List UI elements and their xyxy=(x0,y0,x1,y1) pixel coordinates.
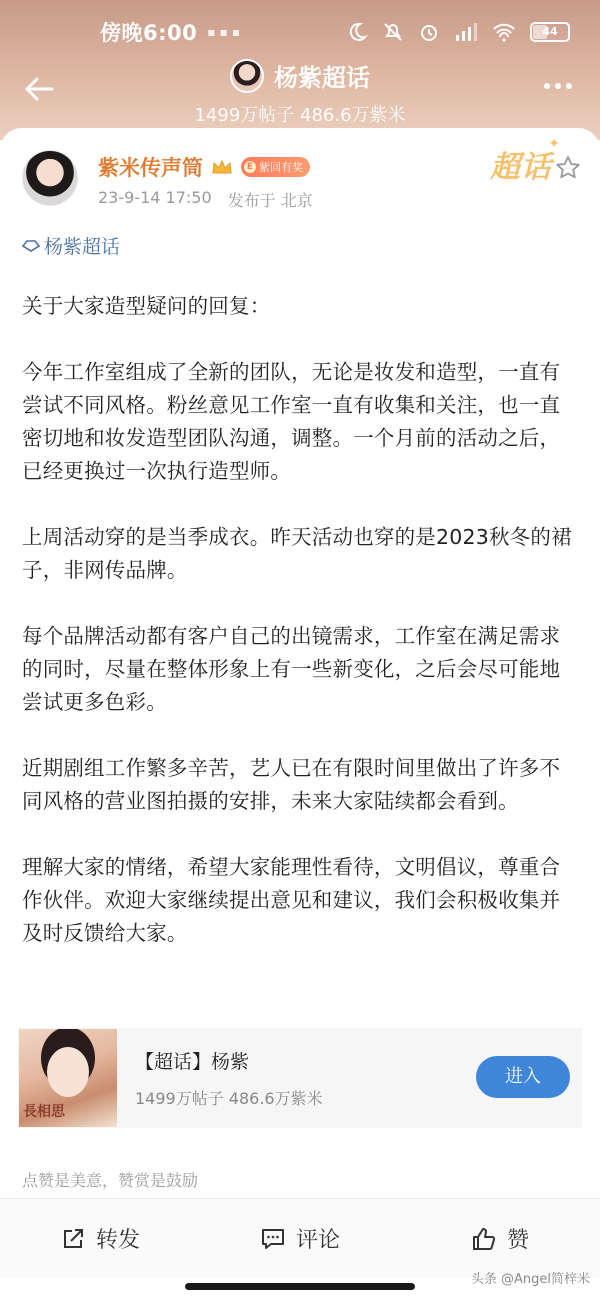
comment-icon xyxy=(260,1226,286,1252)
repost-label: 转发 xyxy=(95,1228,140,1253)
enter-button[interactable]: 进入 xyxy=(476,1056,570,1098)
post-location: 发布于 北京 xyxy=(227,191,313,210)
action-bar xyxy=(0,1198,600,1278)
author-name[interactable]: 紫米传声筒 xyxy=(98,156,203,180)
topic-diamond-icon xyxy=(22,240,40,252)
topic-link[interactable] xyxy=(22,232,120,259)
like-button[interactable] xyxy=(400,1223,600,1254)
super-topic-logo: 超话 xyxy=(490,150,552,185)
header-center xyxy=(0,58,600,127)
status-icons xyxy=(346,21,570,43)
comment-label: 评论 xyxy=(295,1228,340,1253)
post-meta xyxy=(98,188,313,211)
post-paragraph: 今年工作室组成了全新的团队，无论是妆发和造型，一直有尝试不同风格。粉丝意见工作室一直有收集和关注，也一直密切地和妆发造型团队沟通，调整。一个月前的活动之后，已经更换过一次执行造型师。 xyxy=(22,360,561,483)
alarm-icon xyxy=(418,21,440,43)
topic-card-stats: 1499万帖子 486.6万紫米 xyxy=(135,1089,323,1108)
thumbs-up-icon xyxy=(471,1226,497,1252)
notification-dots: ▪ ▪ ▪ xyxy=(207,25,240,39)
status-time: 傍晚6:00 xyxy=(100,21,198,45)
post-time: 23-9-14 17:50 xyxy=(98,188,212,207)
topic-link-label: 杨紫超话 xyxy=(44,236,121,258)
post-body xyxy=(22,290,578,983)
post-paragraph: 关于大家造型疑问的回复： xyxy=(22,294,271,318)
topic-card[interactable] xyxy=(18,1028,582,1128)
repost-icon xyxy=(60,1226,86,1252)
page-title: 杨紫超话 xyxy=(274,64,370,92)
badge-label: 紫回有奖 xyxy=(259,161,303,174)
repost-button[interactable] xyxy=(0,1223,200,1254)
watermark: 头条 @Angel简梓米 xyxy=(470,1272,590,1287)
topic-info xyxy=(135,1047,323,1109)
like-label: 赞 xyxy=(506,1228,529,1253)
post-paragraph: 理解大家的情绪，希望大家能理性看待，文明倡议，尊重合作伙伴。欢迎大家继续提出意见和建议，我们会积极收集并及时反馈给大家。 xyxy=(22,855,561,945)
more-icon[interactable] xyxy=(538,76,578,96)
app-header xyxy=(0,52,600,124)
header-stats: 1499万帖子 486.6万紫米 xyxy=(194,104,406,126)
topic-avatar xyxy=(230,59,264,93)
sparkle-icon: ✦ xyxy=(548,136,560,152)
member-badge xyxy=(241,157,310,177)
mute-icon xyxy=(382,21,404,43)
moon-icon xyxy=(346,21,368,43)
badge-mark: E xyxy=(244,161,256,173)
comment-button[interactable] xyxy=(200,1223,400,1254)
post-paragraph: 上周活动穿的是当季成衣。昨天活动也穿的是2023秋冬的裙子，非网传品牌。 xyxy=(22,525,572,582)
favorite-star-icon[interactable] xyxy=(554,154,582,182)
topic-card-name: 【超话】杨紫 xyxy=(135,1051,250,1073)
cover-title: 長相思 xyxy=(23,1104,65,1120)
author-avatar[interactable] xyxy=(22,150,78,206)
post-paragraph: 每个品牌活动都有客户自己的出镜需求，工作室在满足需求的同时，尽量在整体形象上有一些新变化，之后会尽可能地尝试更多色彩。 xyxy=(22,624,561,714)
reward-hint: 点赞是美意，赞赏是鼓励 xyxy=(22,1171,199,1190)
home-indicator[interactable] xyxy=(185,1283,415,1290)
author-row xyxy=(98,152,310,182)
post-paragraph: 近期剧组工作繁多辛苦，艺人已在有限时间里做出了许多不同风格的营业图拍摄的安排，未来大家陆续都会看到。 xyxy=(22,756,561,813)
post-card xyxy=(0,128,600,1198)
battery-icon: 44 xyxy=(530,22,570,42)
signal-icon xyxy=(454,22,478,42)
topic-cover-image xyxy=(19,1029,117,1127)
crown-icon xyxy=(211,158,233,176)
wifi-icon xyxy=(492,22,516,42)
